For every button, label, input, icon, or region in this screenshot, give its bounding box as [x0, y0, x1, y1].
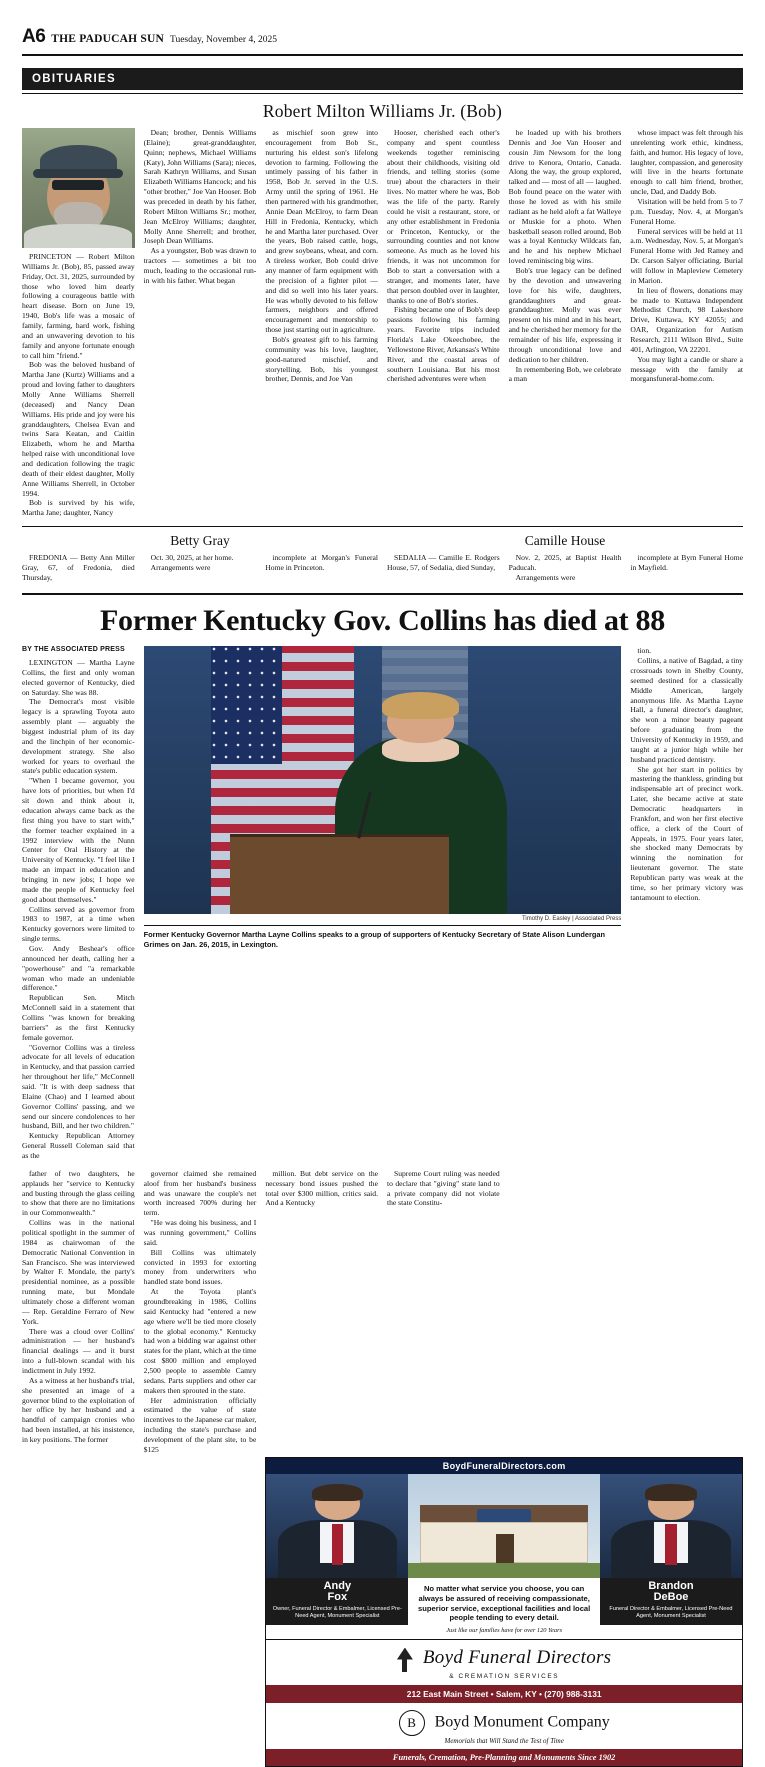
- short-obit-paragraph: Oct. 30, 2025, at her home.: [150, 553, 234, 563]
- lead-story-cont-col-2: [22, 1169, 135, 1455]
- section-label: OBITUARIES: [32, 73, 116, 85]
- obituary-portrait: [22, 128, 135, 248]
- ad-funeral-home-photo: [408, 1474, 600, 1578]
- short-obit-name-2: Camille House: [524, 533, 606, 549]
- lead-story-photo-block: [144, 646, 622, 1161]
- story-paragraph: As a witness at her husband's trial, she presented an image of a governor blind to the exploitation of her office by her husband and a handful of campaign cronies who had been installed, at his insistence, in key positions. The former: [22, 1375, 135, 1445]
- obituary-column-1: [22, 128, 135, 518]
- story-paragraph: father of two daughters, he applauds her "service to Kentucky and busting through the glass ceiling to show that there are no limitations in our Commonwealth.": [22, 1168, 135, 1218]
- lead-headline-wrap: [22, 593, 743, 637]
- masthead: [22, 0, 743, 56]
- short-obit-paragraph: FREDONIA — Betty Ann Miller Gray, 67, of Fredonia, died Thursday,: [22, 553, 135, 582]
- story-paragraph: tion.: [637, 646, 652, 656]
- short-obit-body: [22, 553, 743, 583]
- ad-staff-name-left: [266, 1578, 408, 1606]
- monument-seal-icon: B: [399, 1710, 425, 1736]
- section-bar: [22, 68, 743, 90]
- obit-paragraph: Fishing became one of Bob's deep passions following his farming years. Favorite trips included Florida's Lake Okeechobee, the Yellowstone River, Arkansas's White River, and the coastal areas of southern Louisiana. But his most cherished adventures were when: [386, 305, 500, 384]
- short-obit-paragraph: Arrangements were: [515, 572, 576, 582]
- story-paragraph: The Democrat's most visible legacy is a sprawling Toyota auto assembly plant — arguably the biggest industrial plum of its day and the linchpin of her economic-development strategy. She also worked for years to overhaul the state's public education system.: [22, 697, 135, 776]
- ad-center-panel: [408, 1474, 600, 1639]
- story-paragraph: Republican Sen. Mitch McConnell said in a statement that Collins "was known for breaking barriers" as the first Kentucky female governor.: [22, 993, 135, 1042]
- byline: BY THE ASSOCIATED PRESS: [22, 646, 125, 654]
- issue-date: Tuesday, November 4, 2025: [169, 35, 277, 45]
- obit-paragraph: Bob's true legacy can be defined by the devotion and unwavering love for his wife, daughters, granddaughters and great-granddaughter. Molly was ever present on his mind and in his heart, and he cherished her memory for the remainder of his life, expressing it through unconditional love and dedication to her children.: [508, 266, 622, 364]
- ad-portrait-andy-fox: [266, 1474, 408, 1578]
- story-paragraph: Supreme Court ruling was needed to declare that "giving" state land to a private company did not violate the state Constitu-: [386, 1168, 500, 1208]
- obit-paragraph: Funeral services will be held at 11 a.m. Wednesday, Nov. 5, at Morgan's Funeral Home with Jed Ramey and Dr. Carson Salyer officiating. Burial will follow in Mapleview Cemetery in Marion.: [630, 226, 743, 285]
- ad-portrait-brandon-deboe: [600, 1474, 742, 1578]
- lead-story-cont-col-3: [144, 1169, 257, 1455]
- story-paragraph: governor claimed she remained aloof from her husband's business and was unaware the couple's net worth increased 700% during her term.: [143, 1168, 257, 1218]
- obit-paragraph: he loaded up with his brothers Dennis and Joe Van Hooser and cousin Jim Newsom for the long drive to Kenora, Ontario, Canada. Along the way, the group explored, talked and — most of all — laughed. Bob found peace on the water with those he loved as with his smile radiant as he held aloft a fat Walleye or Muskie for a photo. When basketball season rolled around, Bob was a loyal Kentucky Wildcats fan, and he and his nephew Michael loved reminiscing big wins.: [508, 128, 622, 266]
- lead-story-photo: [144, 646, 622, 914]
- ad-message-sub: Just like our families have for over 120 Years: [446, 1627, 563, 1635]
- obit-paragraph: Bob was the beloved husband of Martha Jane (Kurtz) Williams and a proud and loving father to daughters Molly Anne Williams Sherrell (deceased) and Nancy Dean Williams. His pride and joy were his granddaughters, Chelsea Evan and twins Sara Keatan, and Caitlin Elizabeth, whom he and Martha helped raise with unconditional love and dedication following the tragic death of their eldest daughter, Molly Anne Williams Sherrell, in October 1994.: [22, 360, 135, 498]
- ad-staff-last-name: DeBoe: [653, 1591, 689, 1604]
- obituary-title: Robert Milton Williams Jr. (Bob): [262, 101, 503, 121]
- obit-paragraph: whose impact was felt through his unrelenting work ethic, kindness, faith, and humor. His legacy of love, laughter, compassion, and generosity will live in the hearts fortunate enough to call him friend, brother, uncle, Dad, and Daddy Bob.: [630, 128, 743, 197]
- obit-paragraph: As a youngster, Bob was drawn to tractors — sometimes a bit too much, leading to the occasional run-in with his father. What began: [143, 246, 257, 285]
- short-obit-paragraph: incomplete at Byrn Funeral Home in Mayfield.: [630, 553, 743, 573]
- lead-story-col-1: [22, 646, 135, 1161]
- photo-credit: Timothy D. Easley | Associated Press: [521, 916, 622, 923]
- ad-staff-role-right: Funeral Director & Embalmer, Licensed Pre-Need Agent, Monument Specialist: [600, 1606, 742, 1625]
- photo-cutline: Former Kentucky Governor Martha Layne Collins speaks to a group of supporters of Kentucky Secretary of State Alison Lundergan Grimes on Jan. 26, 2015, in Lexington.: [144, 925, 622, 949]
- short-obit-paragraph: Nov. 2, 2025, at Baptist Health Paducah.: [508, 553, 622, 573]
- story-paragraph: "Governor Collins was a tireless advocate for all levels of education in Kentucky, and that passion carried her throughout her life," McConnell said. "It is with deep sadness that Elaine (Chao) and I learned about Governor Collins' passing, and we send our sincere condolences to her husband, Bill, and her two children.": [22, 1042, 135, 1131]
- ad-monument-logo-text: Boyd Monument Company: [434, 1713, 610, 1731]
- ad-footer: Funerals, Cremation, Pre-Planning and Monuments Since 1902: [266, 1749, 742, 1766]
- short-obit-col-1: [22, 553, 135, 583]
- obituary-column-4: [387, 128, 500, 518]
- ad-logo-subtext: & CREMATION SERVICES: [449, 1672, 560, 1680]
- short-obit-col-4: [387, 553, 500, 583]
- paper-name: THE PADUCAH SUN: [51, 33, 164, 45]
- ad-monument-logo-block: [266, 1703, 742, 1749]
- ad-website[interactable]: BoydFuneralDirectors.com: [266, 1458, 742, 1474]
- short-obit-paragraph: incomplete at Morgan's Funeral Home in Princeton.: [265, 553, 378, 573]
- obit-paragraph: Hooser, cherished each other's company and spent countless weekends together reminiscing about their childhoods, visiting old friends, and telling stories (some true) about the characters in their lives. No matter where he was, Bob was the life of the party. Rarely could he visit a restaurant, store, or any other establishment in Fredonia or Princeton, Kentucky, or the surrounding counties and not know someone. As much as he loved his friends, it was not uncommon for Bob to start a conversation with a stranger, and moments later, have that person doubled over in laughter, thanks to one of Bob's stories.: [386, 128, 500, 305]
- obit-paragraph: Dean; brother, Dennis Williams (Elaine); great-granddaughter, Quinn; nephews, Michael Williams (Katy), John Williams (Sara); nieces, Sarah Kathryn Williams, and Susan Elizabeth Williams Hancock; and his "other brother," Joe Van Hooser. Bob was preceded in death by his father, Robert Milton Williams Sr.; mother, Jean McElroy Williams; daughter, Molly Anne Sherrell; and brother, Joseph Dean Williams.: [143, 128, 257, 246]
- obituary-column-2: [144, 128, 257, 518]
- short-obit-headings: [22, 533, 743, 549]
- short-obit-col-5: [509, 553, 622, 583]
- obit-paragraph: In remembering Bob, we celebrate a man: [508, 364, 622, 384]
- short-obit-paragraph: Arrangements were: [150, 563, 211, 573]
- story-paragraph: Gov. Andy Beshear's office announced her death, calling her a "powerhouse" and "a remarkable woman who made an undeniable difference.": [22, 943, 135, 993]
- obit-paragraph: In lieu of flowers, donations may be made to Kuttawa Independent Methodist Church, 98 Lakeshore Drive, Kuttawa, KY 42055; and OAR, Organization for Autism Research, 2111 Wilson Blvd., Suite 401, Arlington, VA 22201.: [630, 285, 743, 354]
- story-paragraph: Collins, a native of Bagdad, a tiny crossroads town in Shelby County, seemed destined for a classically Middle American, largely anonymous life. As Martha Layne Hall, a funeral director's daughter, she won a minor beauty pageant before graduating from the University of Kentucky in 1959, and taught at a junior high while her husband practiced dentistry.: [630, 656, 743, 764]
- lamp-icon: [397, 1648, 413, 1672]
- lead-story-top: [22, 646, 743, 1161]
- obituary-column-6: [630, 128, 743, 518]
- lead-story-cont-col-4: [265, 1169, 378, 1455]
- story-paragraph: There was a cloud over Collins' administration — her husband's financial dealings — and it burst into a full-blown scandal with his indictment in July 1992.: [22, 1326, 135, 1376]
- page-title: Former Kentucky Gov. Collins has died at 88: [100, 603, 665, 637]
- short-obit-col-6: [630, 553, 743, 583]
- page-number: A6: [22, 26, 46, 47]
- story-paragraph: She got her start in politics by mastering the thankless, grinding but indispensable art of precinct work. Later, she became active at state Democratic headquarters in Frankfort, and won her first elective office, a clerk of the Court of Appeals, in 1975. Four years later, she shocked many Democrats by winning the nomination for lieutenant governor. The state Republican party was weak at the time, so her primary victory was tantamount to election.: [630, 764, 743, 902]
- story-paragraph: At the Toyota plant's groundbreaking in 1986, Collins said Kentucky had "entered a new age where we'll be tied more closely to the global economy." Kentucky had won a bidding war against other states for the plant, which at the time cost $800 million and employed 2,500 people to assemble Camry sedans. Parts suppliers and other car makers then sprouted in the state.: [143, 1287, 257, 1395]
- ad-staff-right: [600, 1474, 742, 1639]
- advertisement-boyd-funeral[interactable]: [265, 1457, 743, 1767]
- obituary-column-3: [265, 128, 378, 518]
- obit-paragraph: Visitation will be held from 5 to 7 p.m. Tuesday, Nov. 4, at Morgan's Funeral Home.: [630, 197, 743, 226]
- story-paragraph: Collins served as governor from 1983 to 1987, at a time when Kentucky governors were limited to single terms.: [22, 904, 135, 944]
- short-obit-col-3: [265, 553, 378, 583]
- short-obituaries: [22, 526, 743, 583]
- story-paragraph: million. But debt service on the necessary bond issues pushed the total over $300 million, critics said. And a Kentucky: [265, 1168, 378, 1208]
- ad-address[interactable]: 212 East Main Street • Salem, KY • (270) 988-3131: [266, 1685, 742, 1703]
- short-obit-name-1: Betty Gray: [170, 533, 230, 549]
- short-obit-paragraph: SEDALIA — Camille E. Rodgers House, 57, of Sedalia, died Sunday,: [386, 553, 500, 573]
- story-paragraph: "He was doing his business, and I was running government," Collins said.: [143, 1218, 257, 1247]
- ad-staff-left: [266, 1474, 408, 1639]
- obituary-main: [22, 93, 743, 518]
- obituary-columns: [22, 128, 743, 518]
- obit-paragraph: PRINCETON — Robert Milton Williams Jr. (Bob), 85, passed away Friday, Oct. 31, 2025, surrounded by those who loved him dearly following a courageous battle with heart disease. Born on June 19, 1940, Bob's life was a mosaic of family, farming, hard work, fishing and an unwavering devotion to his family and anyone fortunate enough to call him "friend.": [22, 252, 135, 360]
- lead-story-bottom: [22, 1169, 743, 1767]
- story-paragraph: LEXINGTON — Martha Layne Collins, the first and only woman elected governor of Kentucky, died on Saturday. She was 88.: [22, 658, 135, 697]
- ad-staff-last-name: Fox: [327, 1591, 348, 1604]
- story-paragraph: Her administration officially estimated the value of state incentives to the Japanese car maker, including the state's purchase and development of the plant site, to be $125: [143, 1395, 257, 1454]
- obituary-column-5: [509, 128, 622, 518]
- ad-staff-first-name: Brandon: [648, 1579, 694, 1592]
- ad-logo-block: [266, 1639, 742, 1684]
- ad-staff-role-left: Owner, Funeral Director & Embalmer, Licensed Pre-Need Agent, Monument Specialist: [266, 1606, 408, 1625]
- lead-story-col-6: [630, 646, 743, 1161]
- ad-logo-text: Boyd Funeral Directors: [422, 1647, 612, 1669]
- ad-staff-name-right: [600, 1578, 742, 1606]
- story-paragraph: Kentucky Republican Attorney General Russell Coleman said that as the: [22, 1131, 135, 1160]
- obit-paragraph: Bob's greatest gift to his farming community was his love, laughter, good-natured mischief, and storytelling. Bob, his youngest brother, Dennis, and Joe Van: [265, 335, 378, 384]
- obit-paragraph: Bob is survived by his wife, Martha Jane; daughter, Nancy: [22, 498, 135, 518]
- short-obit-col-2: [144, 553, 257, 583]
- ad-message: No matter what service you choose, you can always be assured of receiving compassionate, superior service, exceptional facilities and local people tending to every detail.: [408, 1578, 600, 1625]
- ad-body: [266, 1474, 742, 1639]
- story-paragraph: "When I became governor, you have lots of priorities, but when I'd sit down and think about it, education always came back as the first thing you have to start with," the former teacher explained in a 1992 interview with the Nunn Center for Oral History at the University of Kentucky. "I feel like I made an impact in education and bringing in new jobs; I hope we made the people of Kentucky feel good about themselves.": [22, 776, 135, 904]
- lead-story-cont-col-5: [387, 1169, 500, 1455]
- story-paragraph: Bill Collins was ultimately convicted in 1993 for extorting money from underwriters who handled state bond issues.: [143, 1247, 257, 1287]
- obit-paragraph: You may light a candle or share a message with the family at morgansfuneral-home.com.: [630, 354, 743, 384]
- ad-staff-first-name: Andy: [323, 1579, 352, 1592]
- obit-paragraph: as mischief soon grew into encouragement from Bob Sr., nurturing his eldest son's lifelong devotion to farming. Following the untimely passing of his father in 1958, Bob Jr. served in the U.S. Army until the spring of 1961. He then partnered with his grandmother, Annie Dean McElroy, to farm Dean Hill in Fredonia, Kentucky, which he and Martha later purchased. Over the years, Bob raised cattle, hogs, and grew soybeans, wheat, and corn. A tireless worker, Bob could drive any manner of farm equipment with the precision of a fighter pilot — and did so well into his later years. He was wholly devoted to his fellow farmers, neighbors and offered encouragement and mentorship to those just starting out in agriculture.: [265, 128, 378, 335]
- story-paragraph: Collins was in the national political spotlight in the summer of 1984 as chairwoman of the Democratic National Convention in San Francisco. She was interviewed by Walter F. Mondale, the party's presidential nominee, as a possible running mate, but Mondale ultimately chose a different woman — Rep. Geraldine Ferraro of New York.: [22, 1218, 135, 1326]
- ad-monument-logo-subtext: Memorials that Will Stand the Test of Time: [444, 1736, 564, 1745]
